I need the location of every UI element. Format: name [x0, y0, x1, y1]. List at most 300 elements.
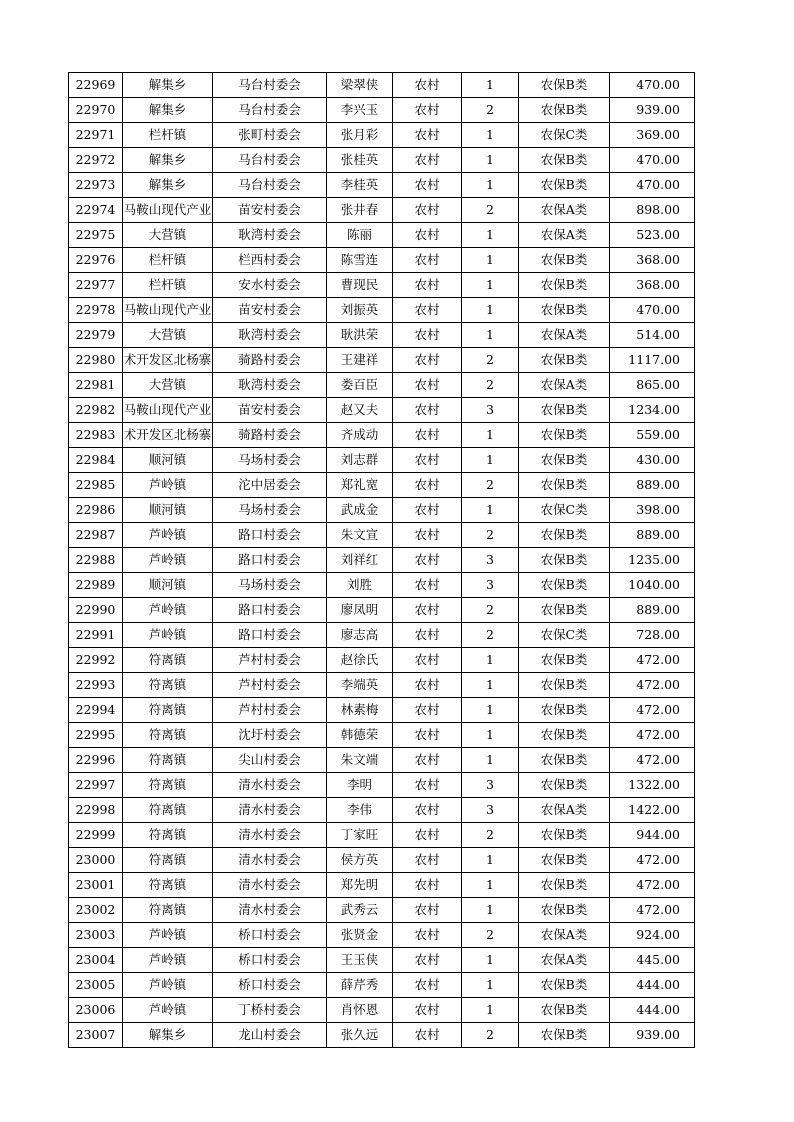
row-id-cell: 22970 — [69, 98, 123, 123]
village-cell: 路口村委会 — [213, 523, 327, 548]
name-cell: 肖怀恩 — [327, 998, 393, 1023]
count-cell: 1 — [462, 498, 519, 523]
village-cell: 桥口村委会 — [213, 948, 327, 973]
row-id-cell: 22996 — [69, 748, 123, 773]
name-cell: 王建祥 — [327, 348, 393, 373]
category-cell: 农保B类 — [519, 448, 610, 473]
type-cell: 农村 — [393, 323, 462, 348]
amount-cell: 444.00 — [610, 998, 695, 1023]
type-cell: 农村 — [393, 923, 462, 948]
count-cell: 1 — [462, 323, 519, 348]
amount-cell: 1322.00 — [610, 773, 695, 798]
category-cell: 农保B类 — [519, 1023, 610, 1048]
table-row — [69, 573, 695, 598]
name-cell: 李端英 — [327, 673, 393, 698]
count-cell: 2 — [462, 598, 519, 623]
town-cell: 芦岭镇 — [123, 998, 213, 1023]
town-cell: 符离镇 — [123, 873, 213, 898]
category-cell: 农保B类 — [519, 73, 610, 98]
town-cell: 符离镇 — [123, 823, 213, 848]
amount-cell: 369.00 — [610, 123, 695, 148]
town-cell: 符离镇 — [123, 723, 213, 748]
table-row — [69, 673, 695, 698]
village-cell: 耿湾村委会 — [213, 373, 327, 398]
table-row — [69, 198, 695, 223]
amount-cell: 889.00 — [610, 523, 695, 548]
name-cell: 张井春 — [327, 198, 393, 223]
row-id-cell: 22991 — [69, 623, 123, 648]
type-cell: 农村 — [393, 873, 462, 898]
village-cell: 路口村委会 — [213, 623, 327, 648]
row-id-cell: 22974 — [69, 198, 123, 223]
count-cell: 1 — [462, 223, 519, 248]
name-cell: 张桂英 — [327, 148, 393, 173]
category-cell: 农保B类 — [519, 273, 610, 298]
type-cell: 农村 — [393, 148, 462, 173]
row-id-cell: 22981 — [69, 373, 123, 398]
amount-cell: 430.00 — [610, 448, 695, 473]
category-cell: 农保B类 — [519, 848, 610, 873]
type-cell: 农村 — [393, 848, 462, 873]
village-cell: 芦村村委会 — [213, 648, 327, 673]
category-cell: 农保A类 — [519, 198, 610, 223]
amount-cell: 1235.00 — [610, 548, 695, 573]
village-cell: 马台村委会 — [213, 73, 327, 98]
row-id-cell: 23003 — [69, 923, 123, 948]
type-cell: 农村 — [393, 398, 462, 423]
name-cell: 李伟 — [327, 798, 393, 823]
town-cell: 芦岭镇 — [123, 973, 213, 998]
category-cell: 农保B类 — [519, 248, 610, 273]
table-body — [69, 73, 695, 1048]
category-cell: 农保B类 — [519, 573, 610, 598]
row-id-cell: 22979 — [69, 323, 123, 348]
name-cell: 刘胜 — [327, 573, 393, 598]
amount-cell: 889.00 — [610, 473, 695, 498]
count-cell: 1 — [462, 448, 519, 473]
row-id-cell: 22993 — [69, 673, 123, 698]
type-cell: 农村 — [393, 773, 462, 798]
row-id-cell: 22986 — [69, 498, 123, 523]
table-row — [69, 773, 695, 798]
name-cell: 韩德荣 — [327, 723, 393, 748]
town-cell: 芦岭镇 — [123, 923, 213, 948]
row-id-cell: 22971 — [69, 123, 123, 148]
village-cell: 马台村委会 — [213, 173, 327, 198]
type-cell: 农村 — [393, 423, 462, 448]
table-row — [69, 823, 695, 848]
category-cell: 农保B类 — [519, 748, 610, 773]
village-cell: 路口村委会 — [213, 598, 327, 623]
table-row — [69, 948, 695, 973]
town-cell: 符离镇 — [123, 698, 213, 723]
table-row — [69, 173, 695, 198]
row-id-cell: 22975 — [69, 223, 123, 248]
town-cell: 术开发区北杨寨 — [123, 348, 213, 373]
name-cell: 刘志群 — [327, 448, 393, 473]
table-row — [69, 873, 695, 898]
row-id-cell: 22994 — [69, 698, 123, 723]
category-cell: 农保B类 — [519, 423, 610, 448]
town-cell: 大营镇 — [123, 323, 213, 348]
village-cell: 清水村委会 — [213, 898, 327, 923]
count-cell: 1 — [462, 998, 519, 1023]
name-cell: 王玉侠 — [327, 948, 393, 973]
type-cell: 农村 — [393, 198, 462, 223]
name-cell: 曹现民 — [327, 273, 393, 298]
table-row — [69, 373, 695, 398]
town-cell: 芦岭镇 — [123, 548, 213, 573]
town-cell: 符离镇 — [123, 773, 213, 798]
town-cell: 符离镇 — [123, 798, 213, 823]
amount-cell: 1040.00 — [610, 573, 695, 598]
town-cell: 术开发区北杨寨 — [123, 423, 213, 448]
type-cell: 农村 — [393, 998, 462, 1023]
table-row — [69, 248, 695, 273]
table-row — [69, 623, 695, 648]
category-cell: 农保A类 — [519, 323, 610, 348]
type-cell: 农村 — [393, 248, 462, 273]
type-cell: 农村 — [393, 298, 462, 323]
village-cell: 沈圩村委会 — [213, 723, 327, 748]
count-cell: 2 — [462, 98, 519, 123]
village-cell: 尖山村委会 — [213, 748, 327, 773]
table-row — [69, 323, 695, 348]
town-cell: 芦岭镇 — [123, 598, 213, 623]
village-cell: 马场村委会 — [213, 498, 327, 523]
amount-cell: 445.00 — [610, 948, 695, 973]
amount-cell: 472.00 — [610, 848, 695, 873]
village-cell: 耿湾村委会 — [213, 223, 327, 248]
name-cell: 齐成动 — [327, 423, 393, 448]
name-cell: 张贤金 — [327, 923, 393, 948]
type-cell: 农村 — [393, 948, 462, 973]
type-cell: 农村 — [393, 473, 462, 498]
name-cell: 张月彩 — [327, 123, 393, 148]
count-cell: 1 — [462, 698, 519, 723]
type-cell: 农村 — [393, 598, 462, 623]
table-row — [69, 473, 695, 498]
town-cell: 解集乡 — [123, 1023, 213, 1048]
category-cell: 农保B类 — [519, 348, 610, 373]
count-cell: 1 — [462, 673, 519, 698]
amount-cell: 472.00 — [610, 873, 695, 898]
type-cell: 农村 — [393, 673, 462, 698]
type-cell: 农村 — [393, 1023, 462, 1048]
count-cell: 1 — [462, 973, 519, 998]
amount-cell: 865.00 — [610, 373, 695, 398]
count-cell: 1 — [462, 148, 519, 173]
count-cell: 1 — [462, 948, 519, 973]
category-cell: 农保B类 — [519, 98, 610, 123]
table-row — [69, 648, 695, 673]
type-cell: 农村 — [393, 523, 462, 548]
category-cell: 农保A类 — [519, 798, 610, 823]
type-cell: 农村 — [393, 823, 462, 848]
type-cell: 农村 — [393, 173, 462, 198]
town-cell: 符离镇 — [123, 673, 213, 698]
category-cell: 农保A类 — [519, 373, 610, 398]
amount-cell: 1234.00 — [610, 398, 695, 423]
name-cell: 李桂英 — [327, 173, 393, 198]
row-id-cell: 22980 — [69, 348, 123, 373]
name-cell: 李兴玉 — [327, 98, 393, 123]
town-cell: 顺河镇 — [123, 498, 213, 523]
name-cell: 娄百臣 — [327, 373, 393, 398]
table-row — [69, 1023, 695, 1048]
row-id-cell: 22978 — [69, 298, 123, 323]
town-cell: 芦岭镇 — [123, 523, 213, 548]
village-cell: 骑路村委会 — [213, 348, 327, 373]
type-cell: 农村 — [393, 448, 462, 473]
count-cell: 1 — [462, 248, 519, 273]
row-id-cell: 22995 — [69, 723, 123, 748]
count-cell: 2 — [462, 1023, 519, 1048]
count-cell: 1 — [462, 723, 519, 748]
table-row — [69, 848, 695, 873]
type-cell: 农村 — [393, 98, 462, 123]
town-cell: 栏杆镇 — [123, 248, 213, 273]
count-cell: 2 — [462, 473, 519, 498]
amount-cell: 368.00 — [610, 248, 695, 273]
amount-cell: 470.00 — [610, 148, 695, 173]
count-cell: 3 — [462, 398, 519, 423]
village-cell: 清水村委会 — [213, 773, 327, 798]
village-cell: 清水村委会 — [213, 823, 327, 848]
row-id-cell: 23002 — [69, 898, 123, 923]
table-row — [69, 748, 695, 773]
name-cell: 耿洪荣 — [327, 323, 393, 348]
amount-cell: 523.00 — [610, 223, 695, 248]
village-cell: 张町村委会 — [213, 123, 327, 148]
type-cell: 农村 — [393, 698, 462, 723]
category-cell: 农保B类 — [519, 823, 610, 848]
amount-cell: 472.00 — [610, 673, 695, 698]
category-cell: 农保B类 — [519, 148, 610, 173]
count-cell: 1 — [462, 848, 519, 873]
count-cell: 1 — [462, 873, 519, 898]
category-cell: 农保B类 — [519, 673, 610, 698]
village-cell: 马台村委会 — [213, 98, 327, 123]
name-cell: 朱文端 — [327, 748, 393, 773]
amount-cell: 898.00 — [610, 198, 695, 223]
category-cell: 农保B类 — [519, 998, 610, 1023]
count-cell: 3 — [462, 573, 519, 598]
amount-cell: 472.00 — [610, 648, 695, 673]
town-cell: 芦岭镇 — [123, 623, 213, 648]
row-id-cell: 22982 — [69, 398, 123, 423]
table-row — [69, 73, 695, 98]
village-cell: 苗安村委会 — [213, 298, 327, 323]
table-row — [69, 148, 695, 173]
category-cell: 农保B类 — [519, 973, 610, 998]
name-cell: 陈丽 — [327, 223, 393, 248]
type-cell: 农村 — [393, 973, 462, 998]
row-id-cell: 22983 — [69, 423, 123, 448]
table-row — [69, 223, 695, 248]
type-cell: 农村 — [393, 373, 462, 398]
table-row — [69, 923, 695, 948]
amount-cell: 944.00 — [610, 823, 695, 848]
category-cell: 农保B类 — [519, 473, 610, 498]
table-row — [69, 423, 695, 448]
table-row — [69, 273, 695, 298]
row-id-cell: 22985 — [69, 473, 123, 498]
village-cell: 丁桥村委会 — [213, 998, 327, 1023]
count-cell: 2 — [462, 523, 519, 548]
village-cell: 桥口村委会 — [213, 973, 327, 998]
table-row — [69, 98, 695, 123]
name-cell: 侯方英 — [327, 848, 393, 873]
village-cell: 芦村村委会 — [213, 698, 327, 723]
village-cell: 桥口村委会 — [213, 923, 327, 948]
table-row — [69, 298, 695, 323]
row-id-cell: 22992 — [69, 648, 123, 673]
name-cell: 李明 — [327, 773, 393, 798]
name-cell: 刘振英 — [327, 298, 393, 323]
town-cell: 符离镇 — [123, 748, 213, 773]
town-cell: 芦岭镇 — [123, 948, 213, 973]
village-cell: 苗安村委会 — [213, 398, 327, 423]
category-cell: 农保B类 — [519, 898, 610, 923]
row-id-cell: 22976 — [69, 248, 123, 273]
amount-cell: 472.00 — [610, 723, 695, 748]
row-id-cell: 22997 — [69, 773, 123, 798]
amount-cell: 472.00 — [610, 898, 695, 923]
table-row — [69, 723, 695, 748]
row-id-cell: 22987 — [69, 523, 123, 548]
category-cell: 农保C类 — [519, 623, 610, 648]
table-row — [69, 398, 695, 423]
town-cell: 栏杆镇 — [123, 273, 213, 298]
row-id-cell: 22973 — [69, 173, 123, 198]
name-cell: 丁家旺 — [327, 823, 393, 848]
category-cell: 农保C类 — [519, 123, 610, 148]
amount-cell: 472.00 — [610, 698, 695, 723]
town-cell: 符离镇 — [123, 648, 213, 673]
village-cell: 耿湾村委会 — [213, 323, 327, 348]
name-cell: 刘祥红 — [327, 548, 393, 573]
category-cell: 农保A类 — [519, 948, 610, 973]
name-cell: 林素梅 — [327, 698, 393, 723]
category-cell: 农保B类 — [519, 173, 610, 198]
town-cell: 顺河镇 — [123, 573, 213, 598]
amount-cell: 470.00 — [610, 298, 695, 323]
amount-cell: 939.00 — [610, 1023, 695, 1048]
category-cell: 农保B类 — [519, 298, 610, 323]
type-cell: 农村 — [393, 748, 462, 773]
village-cell: 安水村委会 — [213, 273, 327, 298]
count-cell: 1 — [462, 273, 519, 298]
name-cell: 武成金 — [327, 498, 393, 523]
village-cell: 马场村委会 — [213, 573, 327, 598]
category-cell: 农保B类 — [519, 773, 610, 798]
village-cell: 马台村委会 — [213, 148, 327, 173]
table-row — [69, 523, 695, 548]
type-cell: 农村 — [393, 223, 462, 248]
village-cell: 路口村委会 — [213, 548, 327, 573]
table-row — [69, 698, 695, 723]
row-id-cell: 22999 — [69, 823, 123, 848]
count-cell: 3 — [462, 773, 519, 798]
village-cell: 骑路村委会 — [213, 423, 327, 448]
row-id-cell: 22972 — [69, 148, 123, 173]
row-id-cell: 23000 — [69, 848, 123, 873]
name-cell: 武秀云 — [327, 898, 393, 923]
amount-cell: 472.00 — [610, 748, 695, 773]
name-cell: 廖志高 — [327, 623, 393, 648]
data-table — [68, 72, 695, 1048]
row-id-cell: 23004 — [69, 948, 123, 973]
table-row — [69, 548, 695, 573]
table-row — [69, 798, 695, 823]
village-cell: 芦村村委会 — [213, 673, 327, 698]
town-cell: 解集乡 — [123, 98, 213, 123]
category-cell: 农保B类 — [519, 648, 610, 673]
count-cell: 1 — [462, 173, 519, 198]
row-id-cell: 22990 — [69, 598, 123, 623]
category-cell: 农保A类 — [519, 923, 610, 948]
row-id-cell: 23007 — [69, 1023, 123, 1048]
name-cell: 薛芹秀 — [327, 973, 393, 998]
name-cell: 廖凤明 — [327, 598, 393, 623]
name-cell: 陈雪连 — [327, 248, 393, 273]
category-cell: 农保B类 — [519, 548, 610, 573]
town-cell: 解集乡 — [123, 173, 213, 198]
row-id-cell: 22984 — [69, 448, 123, 473]
row-id-cell: 23005 — [69, 973, 123, 998]
count-cell: 1 — [462, 748, 519, 773]
name-cell: 朱文宣 — [327, 523, 393, 548]
village-cell: 栏西村委会 — [213, 248, 327, 273]
table-row — [69, 598, 695, 623]
count-cell: 1 — [462, 73, 519, 98]
table-row — [69, 123, 695, 148]
amount-cell: 1117.00 — [610, 348, 695, 373]
town-cell: 芦岭镇 — [123, 473, 213, 498]
town-cell: 解集乡 — [123, 148, 213, 173]
count-cell: 1 — [462, 298, 519, 323]
name-cell: 郑先明 — [327, 873, 393, 898]
type-cell: 农村 — [393, 73, 462, 98]
town-cell: 大营镇 — [123, 223, 213, 248]
row-id-cell: 22998 — [69, 798, 123, 823]
amount-cell: 470.00 — [610, 173, 695, 198]
village-cell: 清水村委会 — [213, 798, 327, 823]
row-id-cell: 22988 — [69, 548, 123, 573]
table-row — [69, 998, 695, 1023]
type-cell: 农村 — [393, 348, 462, 373]
type-cell: 农村 — [393, 498, 462, 523]
type-cell: 农村 — [393, 898, 462, 923]
row-id-cell: 22969 — [69, 73, 123, 98]
town-cell: 解集乡 — [123, 73, 213, 98]
town-cell: 马鞍山现代产业 — [123, 198, 213, 223]
count-cell: 3 — [462, 548, 519, 573]
category-cell: 农保C类 — [519, 498, 610, 523]
category-cell: 农保A类 — [519, 223, 610, 248]
type-cell: 农村 — [393, 723, 462, 748]
count-cell: 1 — [462, 648, 519, 673]
amount-cell: 368.00 — [610, 273, 695, 298]
amount-cell: 559.00 — [610, 423, 695, 448]
town-cell: 符离镇 — [123, 898, 213, 923]
count-cell: 1 — [462, 898, 519, 923]
type-cell: 农村 — [393, 648, 462, 673]
table-row — [69, 448, 695, 473]
village-cell: 龙山村委会 — [213, 1023, 327, 1048]
town-cell: 马鞍山现代产业 — [123, 398, 213, 423]
